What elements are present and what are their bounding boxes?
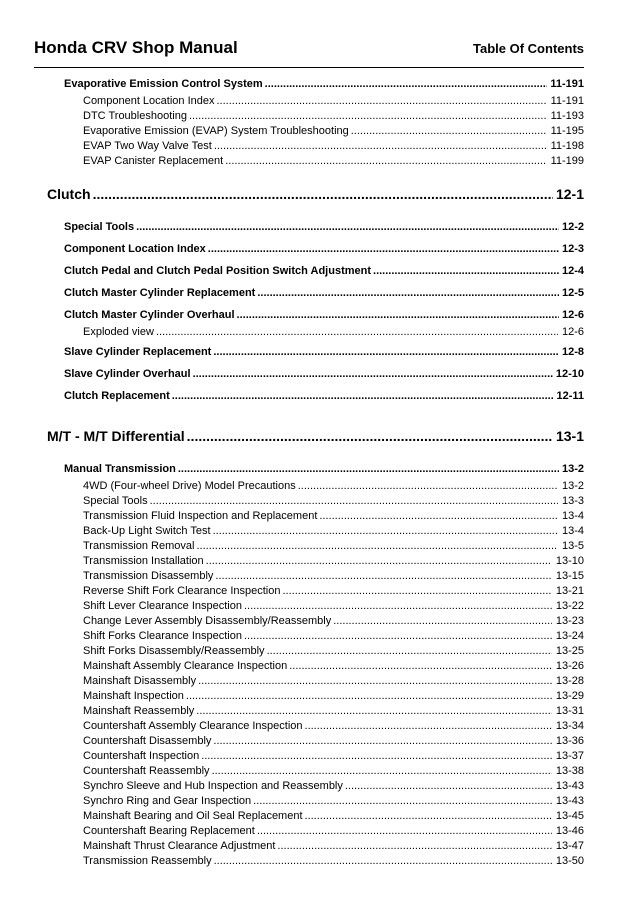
toc-entry-title: Mainshaft Disassembly bbox=[83, 675, 197, 687]
toc-entry-page-number: 13-15 bbox=[555, 570, 584, 582]
toc-entry-page-number: 12-1 bbox=[555, 186, 584, 202]
dot-leader bbox=[213, 346, 559, 358]
toc-entry-page-number: 13-47 bbox=[555, 840, 584, 852]
dot-leader bbox=[216, 95, 546, 107]
toc-entry-title: DTC Troubleshooting bbox=[83, 110, 187, 122]
toc-entry-page-number: 13-45 bbox=[555, 810, 584, 822]
dot-leader bbox=[93, 186, 553, 202]
toc-section-entry[interactable] bbox=[0, 309, 638, 326]
toc-section-entry[interactable] bbox=[0, 243, 638, 265]
toc-entry-title: Clutch Master Cylinder Overhaul bbox=[64, 309, 235, 321]
toc-entry-title: Transmission Removal bbox=[83, 540, 195, 552]
toc-entry-page-number: 13-23 bbox=[555, 615, 584, 627]
toc-item-entry[interactable] bbox=[0, 125, 638, 140]
toc-entry-page-number: 13-36 bbox=[555, 735, 584, 747]
document-title: Honda CRV Shop Manual bbox=[34, 38, 238, 57]
dot-leader bbox=[172, 390, 554, 402]
dot-leader bbox=[206, 555, 552, 567]
page-header bbox=[34, 38, 584, 58]
toc-entry-title: Component Location Index bbox=[64, 243, 206, 255]
toc-entry-title: Special Tools bbox=[64, 221, 135, 233]
dot-leader bbox=[212, 765, 552, 777]
toc-item-entry[interactable] bbox=[0, 810, 638, 825]
dot-leader bbox=[187, 428, 553, 444]
dot-leader bbox=[189, 110, 547, 122]
toc-item-entry[interactable] bbox=[0, 510, 638, 525]
dot-leader bbox=[198, 675, 552, 687]
toc-entry-title: Transmission Installation bbox=[83, 555, 204, 567]
toc-entry-page-number: 13-5 bbox=[561, 540, 584, 552]
toc-entry-page-number: 13-25 bbox=[555, 645, 584, 657]
toc-entry-page-number: 13-22 bbox=[555, 600, 584, 612]
toc-entry-page-number: 13-50 bbox=[555, 855, 584, 867]
toc-section-entry[interactable] bbox=[0, 221, 638, 243]
dot-leader bbox=[257, 825, 552, 837]
toc-entry-title: EVAP Two Way Valve Test bbox=[83, 140, 212, 152]
toc-entry-page-number: 11-193 bbox=[550, 110, 584, 122]
toc-entry-title: Synchro Sleeve and Hub Inspection and Reassembly bbox=[83, 780, 343, 792]
dot-leader bbox=[136, 221, 559, 233]
toc-section-entry[interactable] bbox=[0, 78, 638, 95]
dot-leader bbox=[213, 525, 558, 537]
toc-item-entry[interactable] bbox=[0, 735, 638, 750]
toc-section-entry[interactable] bbox=[0, 287, 638, 309]
toc-entry-page-number: 11-195 bbox=[550, 125, 584, 137]
toc-entry-page-number: 11-191 bbox=[550, 95, 584, 107]
dot-leader bbox=[196, 540, 558, 552]
toc-entry-page-number: 13-4 bbox=[561, 510, 584, 522]
dot-leader bbox=[305, 810, 552, 822]
dot-leader bbox=[244, 630, 552, 642]
header-divider bbox=[34, 67, 584, 68]
toc-item-entry[interactable] bbox=[0, 615, 638, 630]
toc-entry-title: Transmission Disassembly bbox=[83, 570, 214, 582]
toc-entry-title: Clutch bbox=[47, 186, 91, 202]
toc-entry-title: Mainshaft Reassembly bbox=[83, 705, 195, 717]
toc-entry-page-number: 12-5 bbox=[561, 287, 584, 299]
toc-entry-title: Evaporative Emission (EVAP) System Troubleshooting bbox=[83, 125, 349, 137]
toc-item-entry[interactable] bbox=[0, 570, 638, 585]
toc-entry-title: Shift Lever Clearance Inspection bbox=[83, 600, 242, 612]
dot-leader bbox=[289, 660, 552, 672]
toc-item-entry[interactable] bbox=[0, 630, 638, 645]
toc-entry-page-number: 13-31 bbox=[555, 705, 584, 717]
toc-entry-page-number: 13-37 bbox=[555, 750, 584, 762]
toc-entry-title: Component Location Index bbox=[83, 95, 215, 107]
toc-entry-title: Reverse Shift Fork Clearance Inspection bbox=[83, 585, 281, 597]
toc-entry-title: Countershaft Disassembly bbox=[83, 735, 212, 747]
toc-entry-title: Shift Forks Clearance Inspection bbox=[83, 630, 242, 642]
dot-leader bbox=[193, 368, 553, 380]
dot-leader bbox=[237, 309, 559, 321]
toc-entry-page-number: 13-4 bbox=[561, 525, 584, 537]
toc-entry-page-number: 13-46 bbox=[555, 825, 584, 837]
toc-entry-page-number: 12-10 bbox=[555, 368, 584, 380]
toc-section-entry[interactable] bbox=[0, 265, 638, 287]
toc-entry-title: Special Tools bbox=[83, 495, 148, 507]
toc-item-entry[interactable] bbox=[0, 765, 638, 780]
toc-entry-title: Mainshaft Thrust Clearance Adjustment bbox=[83, 840, 276, 852]
dot-leader bbox=[225, 155, 546, 167]
dot-leader bbox=[201, 750, 552, 762]
toc-entry-page-number: 13-26 bbox=[555, 660, 584, 672]
toc-section-entry[interactable] bbox=[0, 368, 638, 390]
toc-entry-page-number: 11-199 bbox=[550, 155, 584, 167]
toc-entry-title: Mainshaft Assembly Clearance Inspection bbox=[83, 660, 288, 672]
dot-leader bbox=[298, 480, 558, 492]
toc-chapter-entry[interactable] bbox=[0, 186, 638, 208]
toc-item-entry[interactable] bbox=[0, 95, 638, 110]
dot-leader bbox=[373, 265, 559, 277]
toc-entry-title: Slave Cylinder Replacement bbox=[64, 346, 212, 358]
toc-entry-title: Clutch Replacement bbox=[64, 390, 170, 402]
toc-entry-page-number: 13-2 bbox=[561, 480, 584, 492]
toc-entry-page-number: 13-10 bbox=[555, 555, 584, 567]
toc-item-entry[interactable] bbox=[0, 495, 638, 510]
toc-item-entry[interactable] bbox=[0, 840, 638, 855]
dot-leader bbox=[319, 510, 558, 522]
toc-item-entry[interactable] bbox=[0, 825, 638, 840]
toc-entry-title: Synchro Ring and Gear Inspection bbox=[83, 795, 252, 807]
toc-entry-page-number: 13-34 bbox=[555, 720, 584, 732]
toc-entry-title: Mainshaft Inspection bbox=[83, 690, 184, 702]
dot-leader bbox=[178, 463, 559, 475]
dot-leader bbox=[351, 125, 547, 137]
toc-entry-page-number: 11-198 bbox=[550, 140, 584, 152]
toc-item-entry[interactable] bbox=[0, 645, 638, 660]
dot-leader bbox=[267, 645, 552, 657]
toc-section-entry[interactable] bbox=[0, 463, 638, 480]
toc-entry-page-number: 12-6 bbox=[561, 309, 584, 321]
dot-leader bbox=[150, 495, 558, 507]
toc-item-entry[interactable] bbox=[0, 540, 638, 555]
toc-item-entry[interactable] bbox=[0, 110, 638, 125]
toc-entry-page-number: 13-2 bbox=[561, 463, 584, 475]
toc-item-entry[interactable] bbox=[0, 585, 638, 600]
dot-leader bbox=[196, 705, 552, 717]
toc-entry-title: Back-Up Light Switch Test bbox=[83, 525, 211, 537]
toc-entry-title: Evaporative Emission Control System bbox=[64, 78, 263, 90]
toc-item-entry[interactable] bbox=[0, 675, 638, 690]
toc-item-entry[interactable] bbox=[0, 140, 638, 155]
toc-entry-page-number: 12-8 bbox=[561, 346, 584, 358]
toc-item-entry[interactable] bbox=[0, 555, 638, 570]
dot-leader bbox=[253, 795, 552, 807]
table-of-contents bbox=[0, 78, 638, 870]
toc-item-entry[interactable] bbox=[0, 690, 638, 705]
toc-entry-title: Countershaft Assembly Clearance Inspection bbox=[83, 720, 303, 732]
toc-entry-page-number: 11-191 bbox=[550, 78, 584, 90]
toc-entry-page-number: 13-28 bbox=[555, 675, 584, 687]
toc-item-entry[interactable] bbox=[0, 155, 638, 170]
toc-entry-page-number: 12-11 bbox=[556, 390, 584, 402]
toc-entry-title: Countershaft Reassembly bbox=[83, 765, 210, 777]
dot-leader bbox=[257, 287, 559, 299]
toc-item-entry[interactable] bbox=[0, 525, 638, 540]
toc-entry-title: Manual Transmission bbox=[64, 463, 176, 475]
toc-section-entry[interactable] bbox=[0, 390, 638, 412]
dot-leader bbox=[214, 140, 547, 152]
toc-item-entry[interactable] bbox=[0, 855, 638, 870]
toc-item-entry[interactable] bbox=[0, 660, 638, 675]
dot-leader bbox=[265, 78, 548, 90]
toc-entry-page-number: 12-4 bbox=[561, 265, 584, 277]
toc-entry-title: Countershaft Inspection bbox=[83, 750, 200, 762]
toc-chapter-entry[interactable] bbox=[0, 428, 638, 450]
toc-entry-title: Mainshaft Bearing and Oil Seal Replacement bbox=[83, 810, 303, 822]
toc-entry-title: Clutch Master Cylinder Replacement bbox=[64, 287, 256, 299]
dot-leader bbox=[244, 600, 552, 612]
toc-entry-title: Countershaft Bearing Replacement bbox=[83, 825, 255, 837]
table-of-contents-label: Table Of Contents bbox=[473, 41, 584, 56]
toc-entry-title: Change Lever Assembly Disassembly/Reassembly bbox=[83, 615, 332, 627]
dot-leader bbox=[277, 840, 551, 852]
toc-item-entry[interactable] bbox=[0, 600, 638, 615]
toc-item-entry[interactable] bbox=[0, 705, 638, 720]
toc-entry-page-number: 13-3 bbox=[561, 495, 584, 507]
dot-leader bbox=[215, 570, 551, 582]
toc-entry-title: M/T - M/T Differential bbox=[47, 428, 185, 444]
dot-leader bbox=[282, 585, 551, 597]
toc-entry-title: Transmission Fluid Inspection and Replacement bbox=[83, 510, 318, 522]
toc-item-entry[interactable] bbox=[0, 750, 638, 765]
toc-entry-title: Slave Cylinder Overhaul bbox=[64, 368, 191, 380]
toc-entry-title: Shift Forks Disassembly/Reassembly bbox=[83, 645, 265, 657]
dot-leader bbox=[213, 735, 551, 747]
toc-entry-page-number: 13-29 bbox=[555, 690, 584, 702]
toc-item-entry[interactable] bbox=[0, 480, 638, 495]
dot-leader bbox=[345, 780, 552, 792]
toc-entry-page-number: 12-3 bbox=[561, 243, 584, 255]
toc-entry-title: Clutch Pedal and Clutch Pedal Position Switch Adjustment bbox=[64, 265, 372, 277]
toc-entry-page-number: 13-43 bbox=[555, 780, 584, 792]
toc-section-entry[interactable] bbox=[0, 346, 638, 368]
toc-entry-title: Exploded view bbox=[83, 326, 154, 338]
toc-item-entry[interactable] bbox=[0, 795, 638, 810]
toc-item-entry[interactable] bbox=[0, 780, 638, 795]
toc-entry-page-number: 13-43 bbox=[555, 795, 584, 807]
toc-entry-page-number: 13-24 bbox=[555, 630, 584, 642]
dot-leader bbox=[156, 326, 558, 338]
dot-leader bbox=[186, 690, 552, 702]
toc-entry-title: 4WD (Four-wheel Drive) Model Precautions bbox=[83, 480, 296, 492]
toc-entry-page-number: 12-6 bbox=[561, 326, 584, 338]
toc-entry-page-number: 13-38 bbox=[555, 765, 584, 777]
dot-leader bbox=[305, 720, 552, 732]
toc-item-entry[interactable] bbox=[0, 326, 638, 341]
toc-entry-page-number: 12-2 bbox=[561, 221, 584, 233]
toc-entry-title: EVAP Canister Replacement bbox=[83, 155, 224, 167]
dot-leader bbox=[333, 615, 552, 627]
dot-leader bbox=[214, 855, 552, 867]
dot-leader bbox=[208, 243, 559, 255]
toc-entry-page-number: 13-21 bbox=[555, 585, 584, 597]
toc-entry-page-number: 13-1 bbox=[555, 428, 584, 444]
toc-item-entry[interactable] bbox=[0, 720, 638, 735]
toc-entry-title: Transmission Reassembly bbox=[83, 855, 212, 867]
